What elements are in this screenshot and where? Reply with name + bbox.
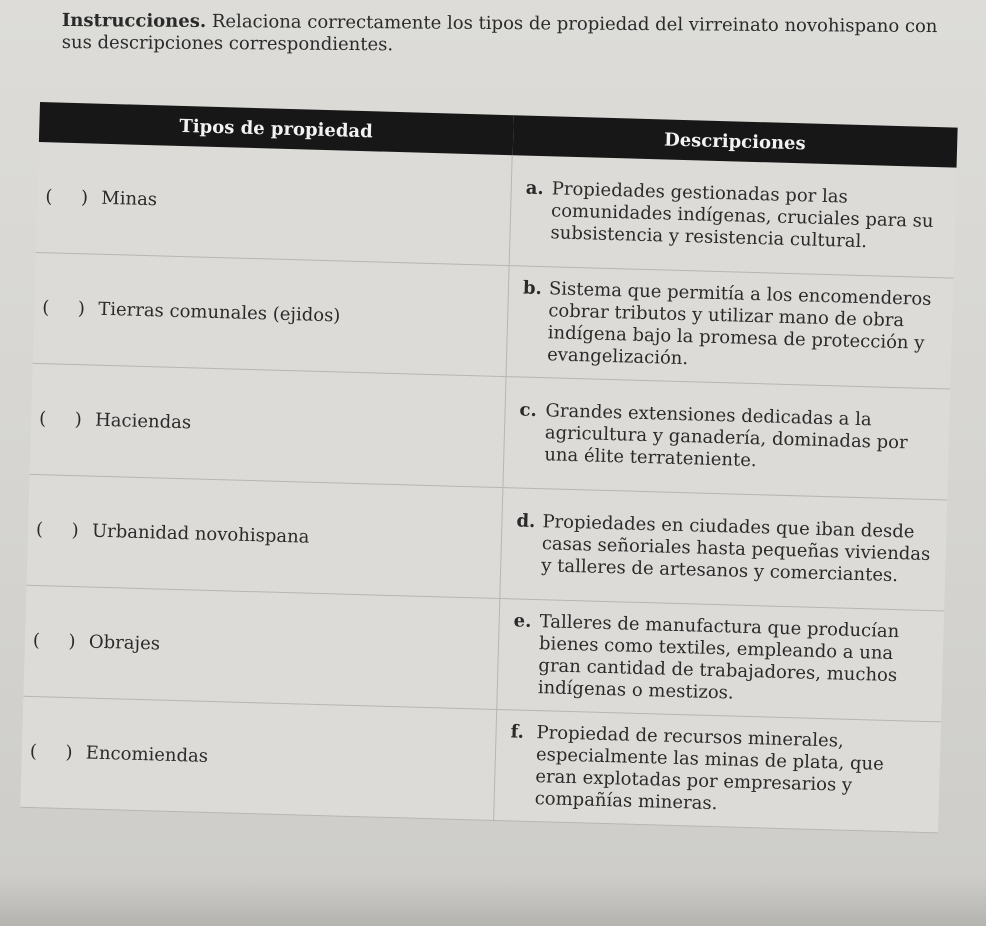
desc-cell	[503, 377, 950, 500]
answer-blank[interactable]: ( )	[45, 186, 89, 209]
desc-letter: d.	[516, 510, 536, 532]
tipo-cell	[33, 252, 509, 376]
answer-blank[interactable]: ( )	[32, 630, 76, 653]
tipo-cell	[26, 474, 502, 598]
instructions-label: Instrucciones.	[61, 10, 207, 33]
answer-blank[interactable]: ( )	[35, 519, 79, 542]
tipo-cell	[30, 363, 506, 487]
matching-table-wrapper	[20, 102, 957, 833]
header-descripciones: Descripciones	[512, 115, 957, 167]
desc-text: Sistema que permitía a los encomenderos cobrar tributos y utilizar mano de obra indígena bajo la promesa de protección y evangelización.	[546, 278, 932, 370]
desc-letter: f.	[510, 721, 525, 743]
desc-cell	[494, 709, 941, 832]
instructions	[62, 10, 962, 60]
page-bottom-shadow	[0, 876, 986, 926]
tipo-cell	[36, 142, 512, 266]
tipo-label: Minas	[101, 187, 158, 211]
header-tipos: Tipos de propiedad	[39, 102, 513, 155]
tipo-cell	[23, 585, 499, 709]
desc-text: Propiedad de recursos minerales, especialmente las minas de plata, que eran explotadas por empresarios y compañías mineras.	[534, 722, 885, 815]
tipo-label: Obrajes	[88, 631, 161, 655]
tipo-label: Tierras comunales (ejidos)	[97, 298, 341, 327]
tipo-label: Urbanidad novohispana	[91, 520, 310, 548]
desc-letter: b.	[522, 277, 543, 300]
desc-letter: e.	[513, 610, 532, 632]
desc-letter: c.	[519, 399, 538, 421]
instructions-text: Relaciona correctamente los tipos de propiedad del virreinato novohispano con sus descripciones correspondientes.	[61, 11, 938, 56]
desc-text: Grandes extensiones dedicadas a la agricultura y ganadería, dominadas por una élite terrateniente.	[544, 400, 908, 472]
matching-table	[20, 102, 957, 833]
desc-cell	[506, 266, 953, 389]
answer-blank[interactable]: ( )	[38, 408, 83, 431]
desc-cell	[500, 488, 947, 611]
desc-text: Propiedades gestionadas por las comunidades indígenas, cruciales para su subsistencia y resistencia cultural.	[550, 178, 934, 253]
tipo-label: Haciendas	[94, 409, 192, 434]
answer-blank[interactable]: ( )	[29, 740, 73, 764]
desc-letter: a.	[525, 177, 545, 200]
desc-text: Propiedades en ciudades que iban desde casas señoriales hasta pequeñas viviendas y talleres de artesanos y comerciantes.	[540, 511, 931, 587]
tipo-label: Encomiendas	[85, 742, 209, 767]
tipo-cell	[20, 696, 496, 820]
answer-blank[interactable]: ( )	[41, 297, 86, 320]
desc-cell	[509, 155, 956, 278]
desc-cell	[497, 599, 944, 722]
desc-text: Talleres de manufactura que producían bienes como textiles, empleando a una gran cantidad de trabajadores, muchos indígenas o mestizos.	[537, 611, 900, 704]
